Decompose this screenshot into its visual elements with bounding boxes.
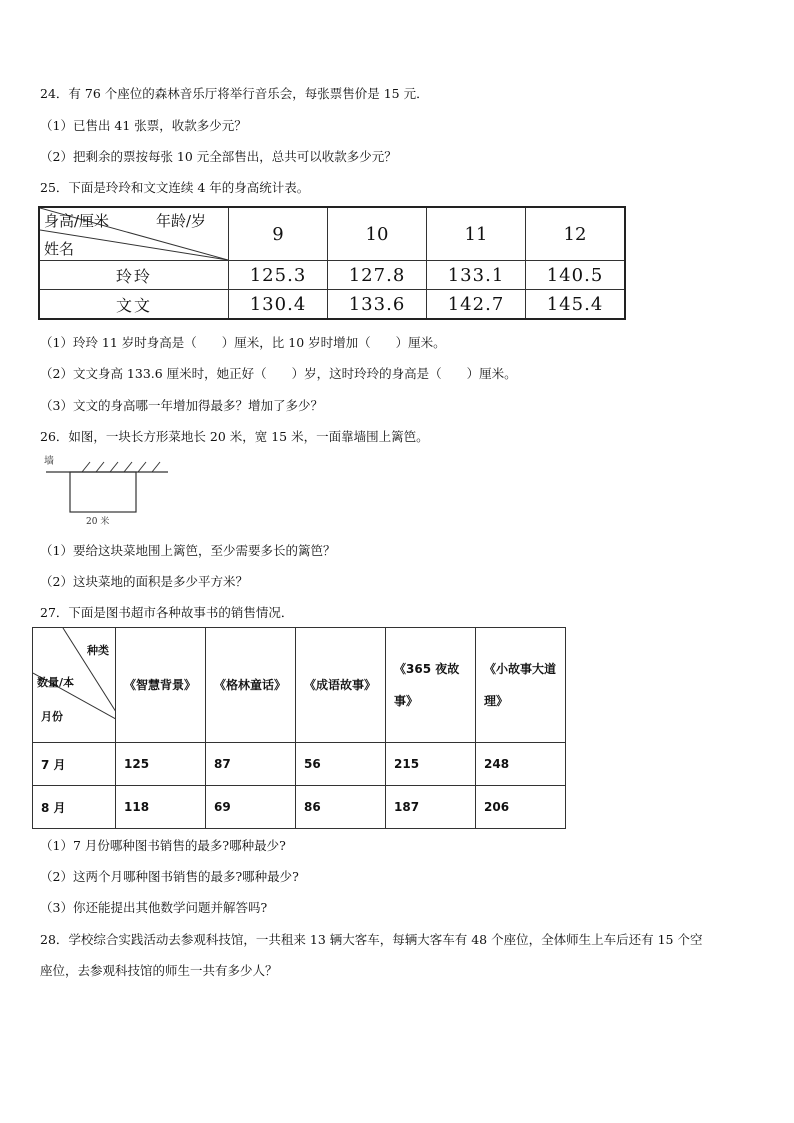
- q24-sub2: （2）把剩余的票按每张 10 元全部售出，总共可以收款多少元？: [40, 149, 397, 164]
- q25-sub2: （2）文文身高 133.6 厘米时，她正好（ ）岁，这时玲玲的身高是（ ）厘米。: [40, 366, 517, 381]
- cell-value: 87: [206, 743, 296, 786]
- cell-value: 86: [296, 786, 386, 829]
- q27-sub2: （2）这两个月哪种图书销售的最多?哪种最少?: [40, 869, 299, 884]
- header-name: 姓名: [44, 240, 75, 258]
- header-month: 月份: [41, 710, 63, 723]
- book-sales-table: [32, 627, 566, 829]
- row-name: 玲玲: [39, 261, 229, 290]
- book-title: 《成语故事》: [304, 678, 377, 692]
- cell-value: 133.1: [427, 261, 526, 290]
- table-row: [39, 261, 625, 290]
- q27-sub3: （3）你还能提出其他数学问题并解答吗?: [40, 900, 268, 915]
- height-table: [38, 206, 626, 320]
- book-title: 《小故事大道理》: [484, 662, 557, 708]
- header-type: 种类: [87, 644, 109, 657]
- cell-value: 187: [386, 786, 476, 829]
- q28-line2: 座位，去参观科技馆的师生一共有多少人？: [40, 963, 278, 978]
- row-month: 8 月: [33, 786, 116, 829]
- book-title: 《365 夜故事》: [394, 662, 460, 708]
- book-title: 《智慧背景》: [124, 678, 197, 692]
- garden-figure: [42, 452, 172, 532]
- cell-value: 130.4: [229, 290, 328, 320]
- q25-sub3: （3）文文的身高哪一年增加得最多？增加了多少？: [40, 398, 323, 413]
- cell-value: 140.5: [526, 261, 626, 290]
- length-label: 20 米: [86, 517, 110, 527]
- cell-value: 215: [386, 743, 476, 786]
- cell-value: 118: [116, 786, 206, 829]
- height-table-header-cell: [39, 207, 229, 261]
- cell-value: 145.4: [526, 290, 626, 320]
- year-11: 11: [427, 207, 526, 261]
- q26-sub1: （1）要给这块菜地围上篱笆，至少需要多长的篱笆？: [40, 543, 336, 558]
- row-month: 7 月: [33, 743, 116, 786]
- sales-table-header-cell: [33, 628, 116, 743]
- header-age: 年龄/岁: [156, 212, 207, 230]
- q27-stem: 27．下面是图书超市各种故事书的销售情况．: [40, 605, 294, 620]
- q24-sub1: （1）已售出 41 张票，收款多少元？: [40, 118, 247, 133]
- cell-value: 206: [476, 786, 566, 829]
- cell-value: 125.3: [229, 261, 328, 290]
- q25-stem: 25．下面是玲玲和文文连续 4 年的身高统计表。: [40, 180, 310, 195]
- header-height: 身高/厘米: [44, 212, 110, 230]
- q26-sub2: （2）这块菜地的面积是多少平方米？: [40, 574, 248, 589]
- q24-stem: 24．有 76 个座位的森林音乐厅将举行音乐会，每张票售价是 15 元．: [40, 86, 429, 101]
- q26-stem: 26．如图，一块长方形菜地长 20 米，宽 15 米，一面靠墙围上篱笆。: [40, 429, 429, 444]
- cell-value: 56: [296, 743, 386, 786]
- q27-sub1: （1）7 月份哪种图书销售的最多?哪种最少?: [40, 838, 286, 853]
- q25-sub1: （1）玲玲 11 岁时身高是（ ）厘米，比 10 岁时增加（ ）厘米。: [40, 335, 446, 350]
- book-title: 《格林童话》: [214, 678, 287, 692]
- cell-value: 133.6: [328, 290, 427, 320]
- wall-label: 墙: [44, 456, 54, 467]
- year-12: 12: [526, 207, 626, 261]
- table-row: [33, 786, 566, 829]
- header-qty: 数量/本: [37, 676, 75, 689]
- cell-value: 69: [206, 786, 296, 829]
- table-row: [39, 290, 625, 320]
- row-name: 文文: [39, 290, 229, 320]
- cell-value: 248: [476, 743, 566, 786]
- year-9: 9: [229, 207, 328, 261]
- table-row: [33, 743, 566, 786]
- year-10: 10: [328, 207, 427, 261]
- cell-value: 127.8: [328, 261, 427, 290]
- q28-line1: 28．学校综合实践活动去参观科技馆，一共租来 13 辆大客车，每辆大客车有 48 个座位，全体师生上车后还有 15 个空: [40, 932, 703, 947]
- cell-value: 142.7: [427, 290, 526, 320]
- cell-value: 125: [116, 743, 206, 786]
